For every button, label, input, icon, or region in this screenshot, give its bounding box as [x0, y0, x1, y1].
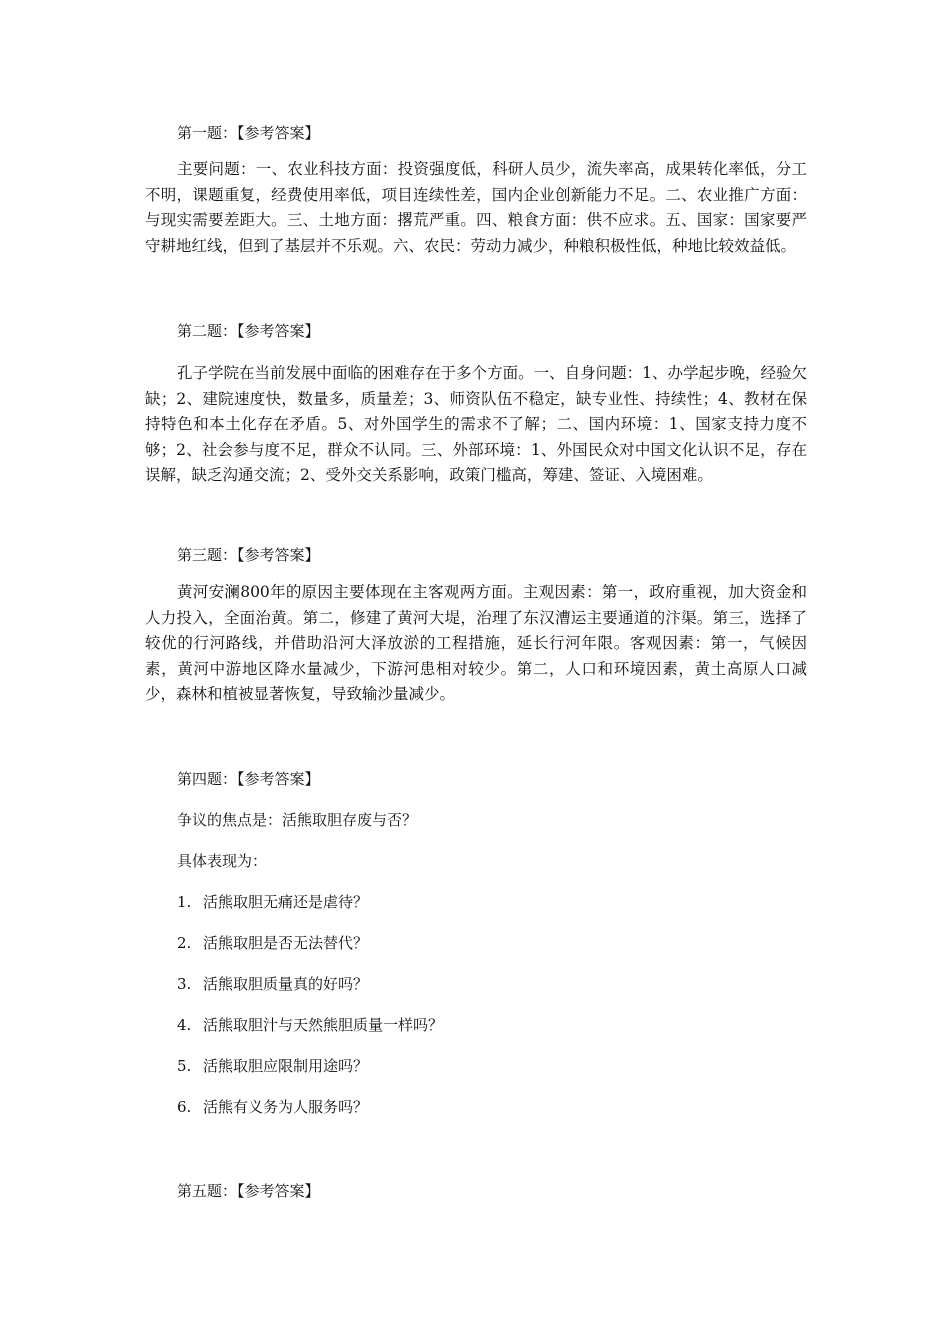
- section-3-heading: 第三题：【参考答案】: [177, 546, 320, 564]
- list-item: [177, 1056, 368, 1076]
- list-item: [177, 1097, 368, 1117]
- section-1-heading: 第一题：【参考答案】: [177, 124, 320, 142]
- list-item-number: 6.: [177, 1098, 192, 1116]
- list-item-text: 活熊取胆汁与天然熊胆质量一样吗？: [203, 1016, 444, 1034]
- list-item-number: 5.: [177, 1057, 192, 1075]
- list-item-number: 1.: [177, 893, 192, 911]
- list-item-number: 2.: [177, 934, 192, 952]
- section-3-body: 黄河安澜800年的原因主要体现在主客观两方面。主观因素：第一，政府重视，加大资金和人力投入，全面治黄。第二，修建了黄河大堤，治理了东汉漕运主要通道的汴渠。第三，选择了较优的行河路线，并借助沿河大泽放淤的工程措施，延长行河年限。客观因素：第一，气候因素，黄河中游地区降水量减少，下游河患相对较少。第二，人口和环境因素，黄土高原人口减少，森林和植被显著恢复，导致输沙量减少。: [145, 583, 807, 703]
- section-4-intro: 具体表现为：: [177, 852, 268, 870]
- section-2-body: 孔子学院在当前发展中面临的困难存在于多个方面。一、自身问题：1、办学起步晚，经验欠缺；2、建院速度快，数量多，质量差；3、师资队伍不稳定，缺专业性、持续性；4、教材在保持特色和本土化存在矛盾。5、对外国学生的需求不了解；二、国内环境：1、国家支持力度不够；2、社会参与度不足，群众不认同。三、外部环境：1、外国民众对中国文化认识不足，存在误解，缺乏沟通交流；2、受外交关系影响，政策门槛高，筹建、签证、入境困难。: [145, 364, 807, 484]
- section-2-heading: 第二题：【参考答案】: [177, 322, 320, 340]
- section-4-heading: 第四题：【参考答案】: [177, 770, 320, 788]
- section-5-heading: 第五题：【参考答案】: [177, 1182, 320, 1200]
- section-4-focus: 争议的焦点是：活熊取胆存废与否？: [177, 811, 418, 829]
- list-item-text: 活熊取胆应限制用途吗？: [203, 1057, 369, 1075]
- list-item: [177, 1015, 443, 1035]
- list-item-number: 3.: [177, 975, 192, 993]
- list-item: [177, 933, 368, 953]
- list-item-text: 活熊取胆是否无法替代？: [203, 934, 369, 952]
- list-item-text: 活熊取胆无痛还是虐待？: [203, 893, 369, 911]
- list-item: [177, 974, 368, 994]
- section-1-body: 主要问题：一、农业科技方面：投资强度低，科研人员少，流失率高，成果转化率低，分工不明，课题重复，经费使用率低，项目连续性差，国内企业创新能力不足。二、农业推广方面：与现实需要差距大。三、土地方面：撂荒严重。四、粮食方面：供不应求。五、国家：国家要严守耕地红线，但到了基层并不乐观。六、农民：劳动力减少，种粮积极性低，种地比较效益低。: [145, 160, 807, 255]
- list-item: [177, 892, 368, 912]
- list-item-text: 活熊有义务为人服务吗？: [203, 1098, 369, 1116]
- list-item-text: 活熊取胆质量真的好吗？: [203, 975, 369, 993]
- list-item-number: 4.: [177, 1016, 192, 1034]
